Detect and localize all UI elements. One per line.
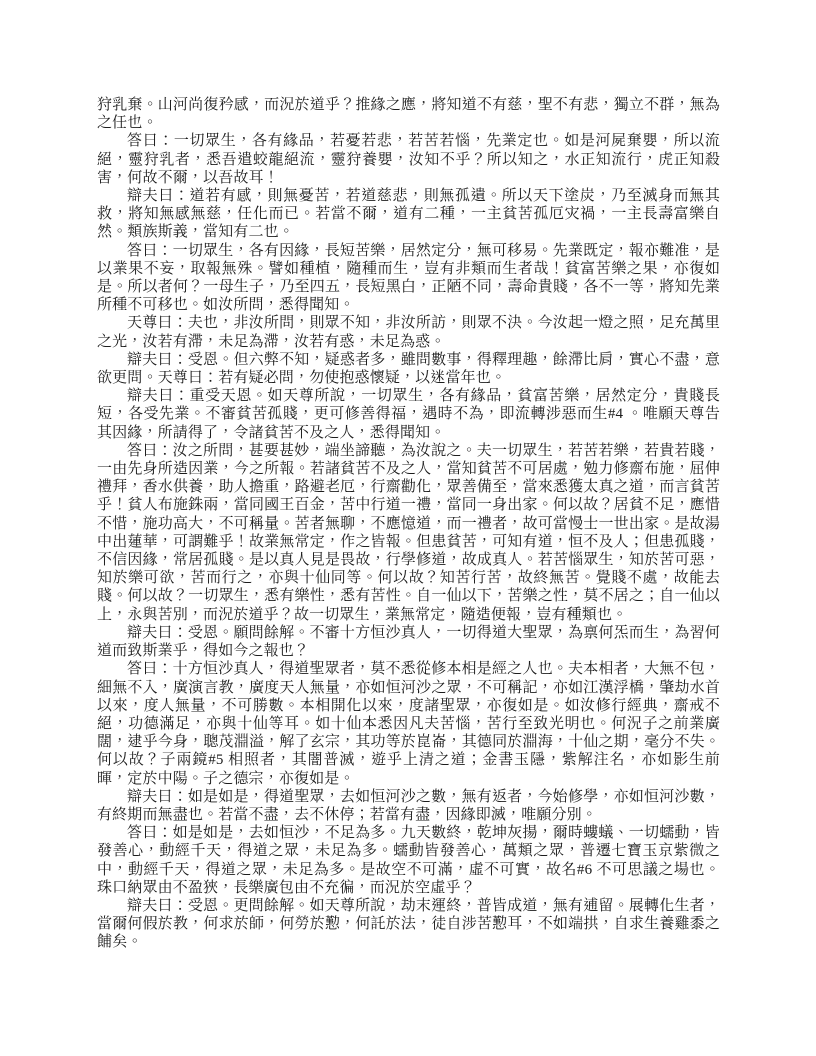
paragraph-answer-4: 答曰：十方恒沙真人，得道聖眾者，莫不悉從修本相是經之人也。夫本相者，大無不包，細無不入，廣演言教，廣度天人無量，亦如恒河沙之眾，不可稱記，亦如江漢浮橋，肇劫水首以來，度人無量，不可勝數。本相開化以來，度諸聖眾，亦復如是。如汝修行經典，齋戒不絕，功德滿足，亦與十仙等耳。如十仙本悉因凡夫苦惱，苦行至致光明也。何況子之前業廣闊，逮乎今身，聰茂淵溢，解了玄宗，其功等於崑崙，其德同於淵海，十仙之期，毫分不失。何以故？子兩鏡#5 相照者，其闇普滅，遊乎上清之道；金書玉隱，紫解注名，亦如影生前暉，定於中陽。子之德宗，亦復如是。	[97, 661, 720, 787]
paragraph-answer-1: 答曰：一切眾生，各有緣品，若憂若悲，若苦若惱，先業定也。如是河屍棄嬰，所以流絕，靈狩乳者，悉吾遣蛟龍絕流，靈狩養嬰，汝知不乎？所以知之，水正知流行，虎正知殺害，何故不爾，以吾故耳！	[97, 133, 720, 186]
text-block	[97, 96, 720, 952]
paragraph-answer-3: 答曰：汝之所問，甚要甚妙，端坐諦聽，為汝說之。夫一切眾生，若苦若樂，若貴若賤，一由先身所造因業，今之所報。若諸貧苦不及之人，當知貧苦不可居處，勉力修齋布施，屈伸禮拜，香水供養，助人擔重，路避老厄，行齋勸化，眾善備至，當來悉獲太真之道，而言貧苦乎！貧人布施銖兩，當同國王百金，苦中行道一禮，當同一身出家。何以故？居貧不足，應惜不惜，施功高大，不可稱量。苦者無聊，不應憶道，而一禮者，故可當慢士一世出家。是故湯中出蓮華，可謂難乎！故業無常定，作之皆報。但患貧苦，可知有道，恒不及人；但患孤賤，不信因緣，常居孤賤。是以真人見是畏故，行學修道，故成真人。若苦惱眾生，知於苦可惡，知於樂可欲，苦而行之，亦與十仙同等。何以故？知苦行苦，故終無苦。覺賤不處，故能去賤。何以故？一切眾生，悉有樂性，悉有苦性。自一仙以下，苦樂之性，莫不居之；自一仙以上，永與苦別，而況於道乎？故一切眾生，業無常定，隨造便報，豈有種類也。	[97, 442, 720, 623]
paragraph-tianzun: 天尊曰：夫也，非汝所問，則眾不知，非汝所訪，則眾不決。今汝起一燈之照，足充萬里之光，汝若有滯，未足為滯，汝若有惑，未足為惑。	[97, 315, 720, 350]
paragraph-question-4: 辯夫曰：受恩。願問餘解。不審十方恒沙真人，一切得道大聖眾，為禀何炁而生，為習何道而致斯業乎，得如今之報也？	[97, 624, 720, 660]
paragraph-question-1: 辯夫曰：道若有感，則無憂苦，若道慈悲，則無孤遺。所以天下塗炭，乃至滅身而無其救，將知無感無慈，任化而已。若當不爾，道有二種，一主貧苦孤厄灾禍，一主長壽富樂自然。類族斯義，當知有二也。	[97, 188, 720, 241]
paragraph-question-6: 辯夫曰：受恩。更問餘解。如天尊所說，劫末運終，普皆成道，無有逋留。展轉化生者，當爾何假於教，何求於師，何勞於懃，何託於法，徒自涉苦懃耳，不如端拱，自求生養雞黍之餔矣。	[97, 897, 720, 951]
paragraph-question-5: 辯夫曰：如是如是，得道聖眾，去如恒河沙之數，無有返者，今始修學，亦如恒河沙數，有終期而無盡也。若當不盡，去不休停；若當有盡，因緣即滅，唯願分別。	[97, 788, 720, 823]
paragraph-answer-5: 答曰：如是如是，去如恒沙，不足為多。九天數終，乾坤灰揚，爾時螻蟻、一切蠕動，皆發善心，動經千天，得道之眾，未足為多。蠕動皆發善心，萬類之眾，普遷七寶玉京紫微之中，動經千天，得道之眾，未足為多。是故空不可滿，虛不可實，故名#6 不可思議之場也。珠口納眾由不盈狹，長樂廣包由不充徧，而況於空虛乎？	[97, 825, 720, 896]
paragraph-question-2: 辯夫曰：受恩。但六弊不知，疑惑者多，雖問數事，得釋理趣，餘滯比肩，實心不盡，意欲更問。天尊曰：若有疑必問，勿使抱惑懷疑，以迷當年也。	[97, 351, 720, 387]
paragraph-answer-2: 答曰：一切眾生，各有因緣，長短苦樂，居然定分，無可移易。先業既定，報亦難准，是以業果不妄，取報無殊。譬如種植，隨種而生，豈有非類而生者哉！貧富苦樂之果，亦復如是。所以者何？一母生子，乃至四五，長短黑白，正陋不同，壽命貴賤，各不一等，將知先業所種不可移也。如汝所問，悉得聞知。	[97, 242, 720, 314]
paragraph-question-3: 辯夫曰：重受天恩。如天尊所說，一切眾生，各有緣品，貧富苦樂，居然定分，貴賤長短，各受先業。不審貧苦孤賤，更可修善得福，遇時不為，即流轉涉惡而生#4 。唯願天尊告其因緣，所請得了，令諸貧苦不及之人，悉得聞知。	[97, 388, 720, 441]
paragraph-continuation: 狩乳棄。山河尚復矜感，而況於道乎？推緣之應，將知道不有慈，聖不有悲，獨立不群，無為之任也。	[97, 97, 720, 132]
